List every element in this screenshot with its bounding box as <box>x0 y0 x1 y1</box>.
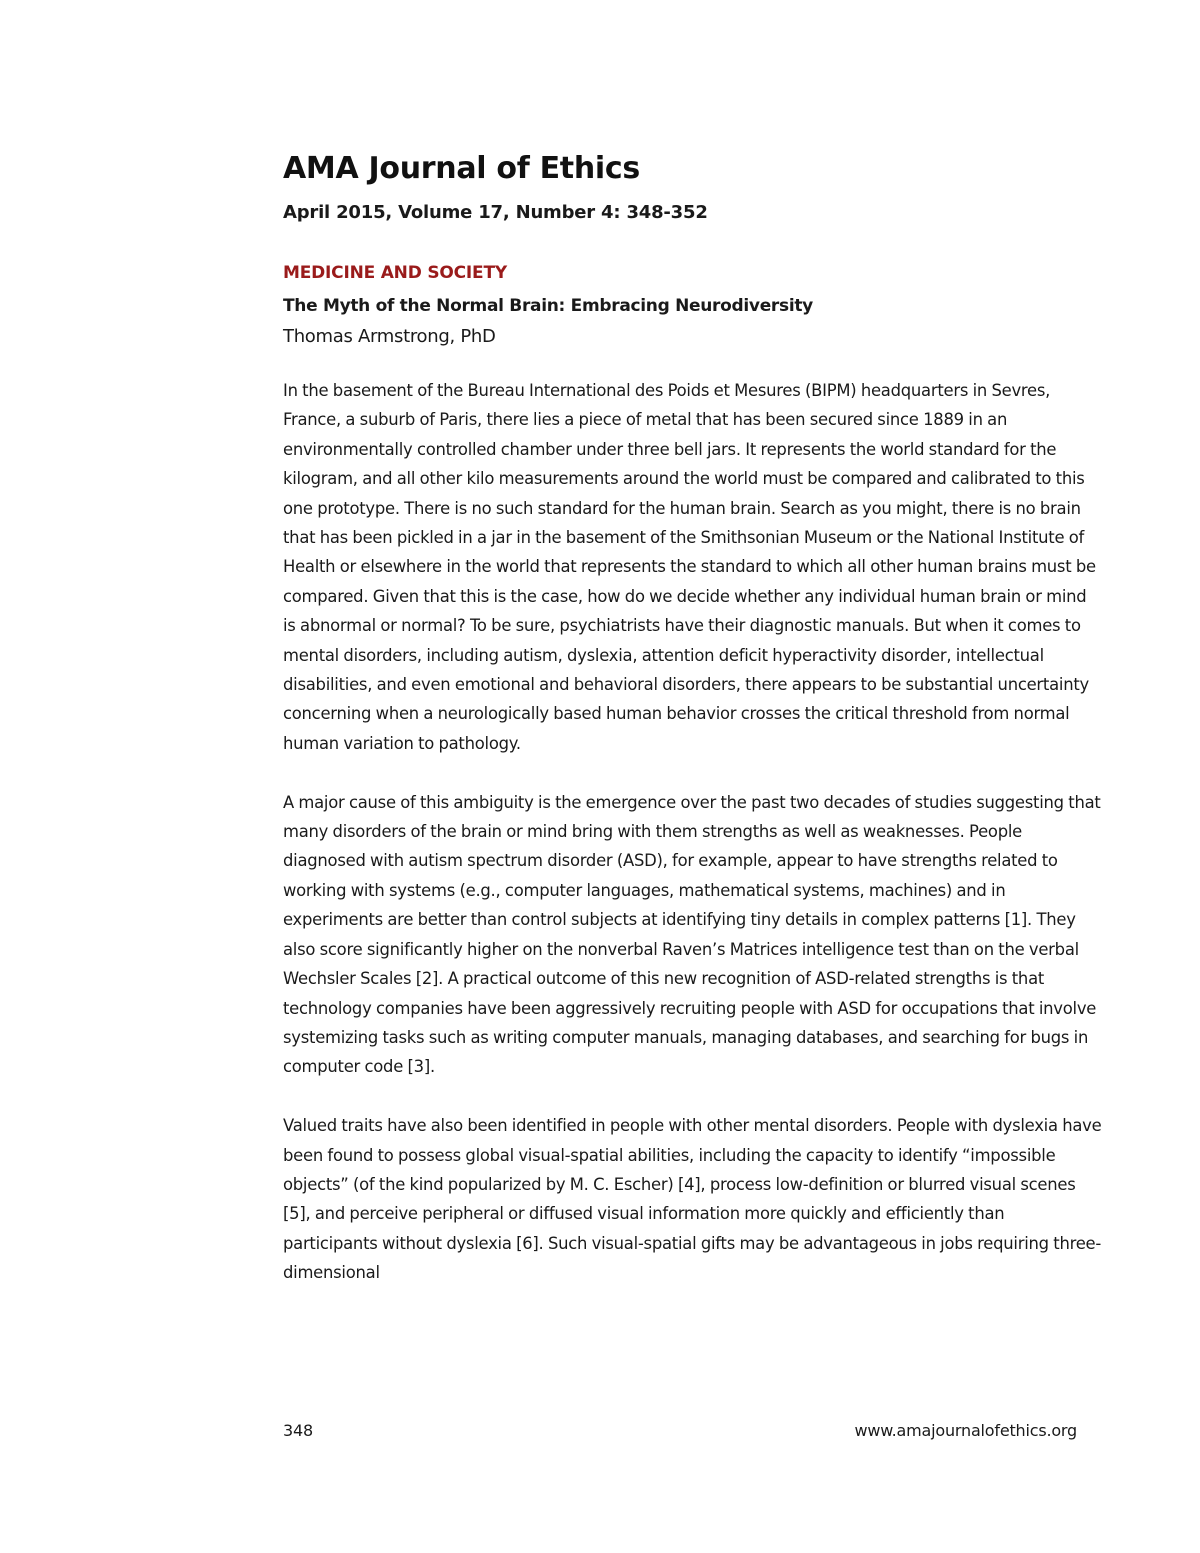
article-author: Thomas Armstrong, PhD <box>283 326 496 347</box>
website-link[interactable]: www.amajournalofethics.org <box>854 1421 1077 1440</box>
article-title: The Myth of the Normal Brain: Embracing Neurodiversity <box>283 296 813 316</box>
paragraph: A major cause of this ambiguity is the emergence over the past two decades of studies suggesting that many disorders of the brain or mind bring with them strengths as well as weaknesses. People diagnosed with autism spectrum disorder (ASD), for example, appear to have strengths related to working with systems (e.g., computer languages, mathematical systems, machines) and in experiments are better than control subjects at identifying tiny details in complex patterns [1]. They also score significantly higher on the nonverbal Raven’s Matrices intelligence test than on the verbal Wechsler Scales [2]. A practical outcome of this new recognition of ASD-related strengths is that technology companies have been aggressively recruiting people with ASD for occupations that involve systemizing tasks such as writing computer manuals, managing databases, and searching for bugs in computer code [3]. <box>283 792 1101 1077</box>
issue-line: April 2015, Volume 17, Number 4: 348-352 <box>283 202 708 223</box>
section-label: MEDICINE AND SOCIETY <box>283 263 507 283</box>
page-content <box>283 148 1103 1288</box>
paragraph: Valued traits have also been identified in people with other mental disorders. People with dyslexia have been found to possess global visual-spatial abilities, including the capacity to identify “impossible objects” (of the kind popularized by M. C. Escher) [4], process low-definition or blurred visual scenes [5], and perceive peripheral or diffused visual information more quickly and efficiently than participants without dyslexia [6]. Such visual-spatial gifts may be advantageous in jobs requiring three-dimensional <box>283 1116 1102 1283</box>
page-number: 348 <box>283 1421 313 1440</box>
paragraph: In the basement of the Bureau International des Poids et Mesures (BIPM) headquarters in Sevres, France, a suburb of Paris, there lies a piece of metal that has been secured since 1889 in an environmentally controlled chamber under three bell jars. It represents the world standard for the kilogram, and all other kilo measurements around the world must be compared and calibrated to this one prototype. There is no such standard for the human brain. Search as you might, there is no brain that has been pickled in a jar in the basement of the Smithsonian Museum or the National Institute of Health or elsewhere in the world that represents the standard to which all other human brains must be compared. Given that this is the case, how do we decide whether any individual human brain or mind is abnormal or normal? To be sure, psychiatrists have their diagnostic manuals. But when it comes to mental disorders, including autism, dyslexia, attention deficit hyperactivity disorder, intellectual disabilities, and even emotional and behavioral disorders, there appears to be substantial uncertainty concerning when a neurologically based human behavior crosses the critical threshold from normal human variation to pathology. <box>283 381 1096 753</box>
article-body <box>283 376 1103 1288</box>
journal-title: AMA Journal of Ethics <box>283 151 640 186</box>
